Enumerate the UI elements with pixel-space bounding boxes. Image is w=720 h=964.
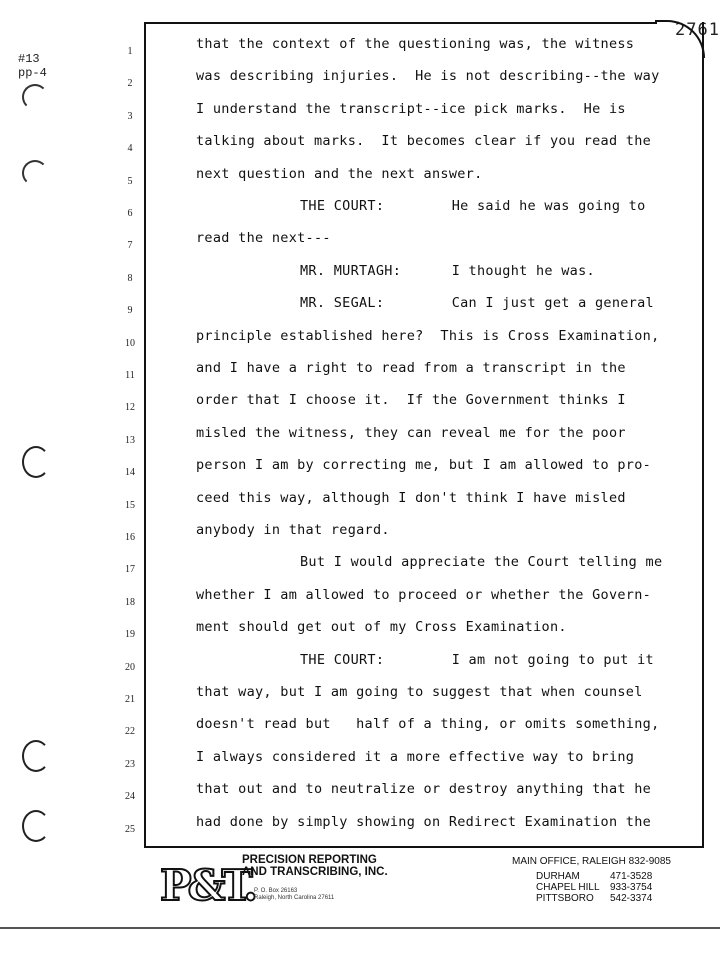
line-number: 16 [125, 532, 135, 543]
line-number: 10 [125, 337, 135, 349]
transcript-line: anybody in that regard. [196, 522, 390, 538]
transcript-line: that way, but I am going to suggest that when counsel [196, 684, 643, 700]
line-number: 13 [125, 434, 135, 446]
office-city: CHAPEL HILL [536, 882, 600, 893]
line-number: 11 [125, 370, 135, 381]
transcript-line: ment should get out of my Cross Examination. [196, 619, 567, 636]
transcript-line: MR. SEGAL: Can I just get a general [300, 295, 654, 312]
footer [0, 848, 720, 928]
office-row [512, 871, 671, 882]
office-row [512, 882, 671, 893]
transcript-line: that out and to neutralize or destroy anything that he [196, 781, 652, 798]
company-name-line: PRECISION REPORTING [242, 854, 377, 866]
transcript-line: I understand the transcript--ice pick marks. He is [196, 100, 626, 117]
margin-mark [22, 84, 48, 110]
transcript-line: talking about marks. It becomes clear if you read the [196, 133, 652, 150]
line-number: 9 [127, 305, 133, 317]
transcript-line: ceed this way, although I don't think I have misled [196, 489, 626, 506]
company-name-line: AND TRANSCRIBING, INC. [242, 866, 388, 878]
line-number: 14 [125, 467, 135, 479]
bottom-rule [0, 927, 720, 929]
line-number: 8 [127, 272, 133, 284]
office-city: DURHAM [536, 871, 580, 882]
transcript-line: MR. MURTAGH: I thought he was. [300, 262, 595, 279]
transcript-line: order that I choose it. If the Government thinks I [196, 392, 626, 409]
transcript-line: whether I am allowed to proceed or whether the Govern- [196, 586, 652, 603]
frame-top-rule [144, 22, 657, 24]
transcript-line: had done by simply showing on Redirect Examination the [196, 813, 652, 830]
line-number: 20 [125, 661, 135, 673]
line-number: 3 [127, 110, 133, 122]
office-phone: 933-3754 [610, 882, 653, 893]
transcript-line: principle established here? This is Cross Examination, [196, 327, 660, 344]
binder-hole [22, 740, 50, 772]
transcript-line: read the next--- [196, 230, 331, 247]
office-row [512, 893, 671, 904]
line-number: 6 [127, 208, 133, 219]
line-number: 15 [125, 499, 135, 511]
transcript-line: THE COURT: I am not going to put it [300, 651, 654, 668]
transcript-line: misled the witness, they can reveal me for the poor [196, 424, 626, 441]
corner-note [18, 52, 47, 80]
line-number: 25 [125, 823, 135, 835]
company-name [242, 854, 388, 878]
line-number: 4 [127, 143, 133, 155]
main-office: MAIN OFFICE, RALEIGH 832-9085 [512, 856, 671, 867]
binder-hole [22, 446, 50, 478]
transcript-line: THE COURT: He said he was going to [300, 198, 646, 214]
office-city: PITTSBORO [536, 893, 594, 904]
line-number: 17 [125, 564, 135, 576]
binder-hole [22, 810, 50, 842]
company-logo: P&T. [160, 861, 254, 910]
line-number: 12 [125, 402, 135, 414]
corner-note-line: #13 [18, 52, 40, 66]
transcript-line: I always considered it a more effective way to bring [196, 748, 635, 765]
address-line: Raleigh, North Carolina 27611 [254, 895, 335, 901]
transcript-line: next question and the next answer. [196, 165, 483, 182]
transcript-line: doesn't read but half of a thing, or omits something, [196, 716, 660, 733]
office-phone: 471-3528 [610, 871, 653, 882]
office-list [512, 856, 671, 904]
address-line: P. O. Box 26163 [254, 888, 298, 894]
company-address [254, 888, 334, 902]
line-number: 18 [125, 596, 135, 608]
transcript-line: person I am by correcting me, but I am allowed to pro- [196, 457, 652, 474]
transcript-line: and I have a right to read from a transcript in the [196, 360, 626, 376]
corner-note-line: pp-4 [18, 66, 47, 80]
line-number: 7 [127, 240, 133, 252]
margin-mark [22, 160, 48, 186]
line-number: 23 [125, 758, 135, 770]
line-number: 21 [125, 694, 135, 705]
line-number: 1 [127, 46, 133, 57]
page-number: 2761 [675, 20, 720, 40]
line-number: 24 [125, 791, 135, 803]
transcript-line: But I would appreciate the Court telling me [300, 554, 663, 571]
line-number: 19 [125, 629, 135, 641]
line-number: 5 [127, 175, 133, 187]
transcript-line: was describing injuries. He is not describing--the way [196, 68, 660, 85]
line-number: 2 [127, 78, 133, 90]
office-phone: 542-3374 [610, 893, 653, 904]
transcript-line: that the context of the questioning was, the witness [196, 36, 635, 52]
line-number: 22 [125, 726, 135, 738]
